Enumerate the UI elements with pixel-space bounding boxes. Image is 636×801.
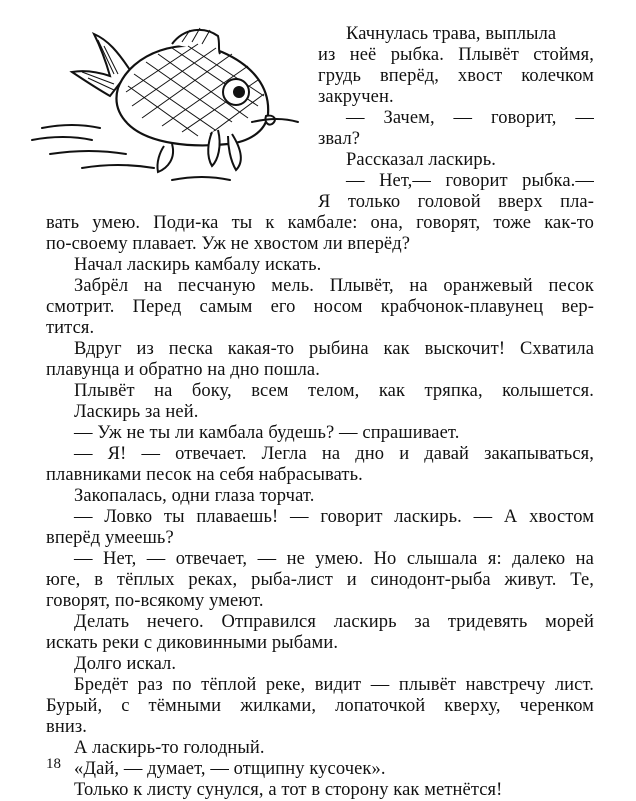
text-line: — Нет,— говорит рыбка.— [346, 171, 594, 191]
text-line: — Нет, — отвечает, — не умею. Но слышала я: далеко на [74, 549, 594, 569]
text-line: А ласкирь-то голодный. [74, 738, 265, 758]
page-number: 18 [46, 756, 61, 772]
text-line: — Зачем, — говорит, — [346, 108, 594, 128]
text-line: Качнулась трава, выплыла [346, 24, 557, 44]
text-line: вать умею. Поди-ка ты к камбале: она, говорят, тоже как-то [46, 213, 594, 233]
fish-icon [22, 22, 312, 182]
text-line: плавниками песок на себя набрасывать. [46, 465, 363, 485]
text-line: смотрит. Перед самым его носом крабчонок-плавунец вер- [46, 297, 594, 317]
text-line: по-своему плавает. Уж не хвостом ли вперёд? [46, 234, 411, 254]
text-line: Ласкирь за ней. [74, 402, 199, 422]
text-line: Бредёт раз по тёплой реке, видит — плывёт навстречу лист. [74, 675, 594, 695]
text-line: Рассказал ласкирь. [346, 150, 497, 170]
text-line: говорят, по-всякому умеют. [46, 591, 264, 611]
text-line: вниз. [46, 717, 87, 737]
text-line: плавунца и обратно на дно пошла. [46, 360, 320, 380]
text-line: Долго искал. [74, 654, 177, 674]
text-line: — Я! — отвечает. Легла на дно и давай закапываться, [74, 444, 594, 464]
text-line: — Уж не ты ли камбала будешь? — спрашивает. [74, 423, 460, 443]
text-line: Я только головой вверх пла- [318, 192, 594, 212]
text-line: звал? [318, 129, 361, 149]
text-line: тится. [46, 318, 95, 338]
text-line: юге, в тёплых реках, рыба-лист и синодонт-рыба живут. Те, [46, 570, 594, 590]
text-line: из неё рыбка. Плывёт стоймя, [318, 45, 594, 65]
text-line: Плывёт на боку, всем телом, как тряпка, колышется. [74, 381, 594, 401]
text-line: Вдруг из песка какая-то рыбина как выскочит! Схватила [74, 339, 594, 359]
text-line: Начал ласкирь камбалу искать. [74, 255, 322, 275]
text-line: Только к листу сунулся, а тот в сторону как метнётся! [74, 780, 503, 800]
text-line: вперёд умеешь? [46, 528, 174, 548]
text-line: «Дай, — думает, — отщипну кусочек». [74, 759, 386, 779]
text-line: грудь вперёд, хвост колечком [318, 66, 594, 86]
text-line: искать реки с диковинными рыбами. [46, 633, 339, 653]
text-line: — Ловко ты плаваешь! — говорит ласкирь. — А хвостом [74, 507, 594, 527]
text-line: Делать нечего. Отправился ласкирь за тридевять морей [74, 612, 594, 632]
text-line: Закопалась, одни глаза торчат. [74, 486, 315, 506]
text-line: Забрёл на песчаную мель. Плывёт, на оранжевый песок [74, 276, 594, 296]
text-line: Бурый, с тёмными жилками, лопаточкой кверху, черенком [46, 696, 594, 716]
text-line: закручен. [318, 87, 394, 107]
